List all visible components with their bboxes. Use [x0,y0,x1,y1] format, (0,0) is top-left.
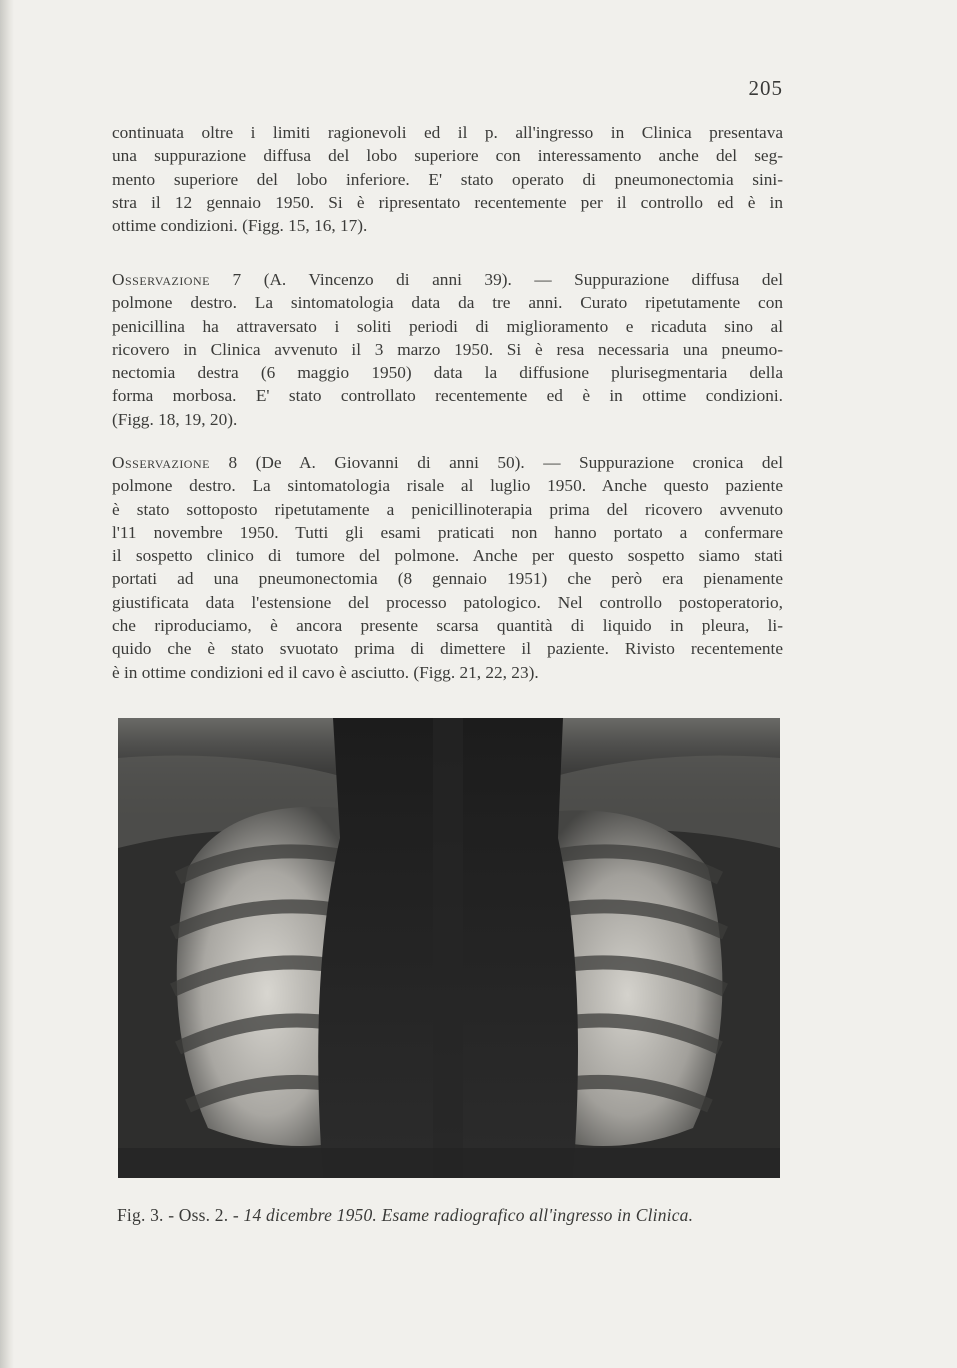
text-line: mento superiore del lobo inferiore. E' stato operato di pneumonectomia sini- [112,169,783,189]
text-line: continuata oltre i limiti ragionevoli ed il p. all'ingresso in Clinica presentava [112,123,783,142]
paragraph-observation-8 [112,451,783,684]
text-line: (Figg. 18, 19, 20). [112,409,238,429]
text-line: il sospetto clinico di tumore del polmone. Anche per questo sospetto siamo stati [112,546,783,566]
text-line-rest: 8 (De A. Giovanni di anni 50). — Suppurazione cronica del [209,453,783,472]
text-line: penicillina ha attraversato i soliti periodi di miglioramento e ricaduta sino al [112,316,783,336]
chest-xray-image [118,718,780,1178]
paragraph-continuation [112,121,783,237]
text-line [112,268,783,291]
text-line: stra il 12 gennaio 1950. Si è ripresentato recentemente per il controllo ed è in [112,192,783,212]
chest-xray-figure [118,718,780,1178]
text-line: ricovero in Clinica avvenuto il 3 marzo 1950. Si è resa necessaria una pneumo- [112,339,783,359]
text-line: nectomia destra (6 maggio 1950) data la diffusione plurisegmentaria della [112,363,783,383]
observation-heading: Osservazione [112,270,210,289]
text-line: portati ad una pneumonectomia (8 gennaio 1951) che però era pienamente [112,569,783,589]
caption-italic: 14 dicembre 1950. Esame radiografico all'ingresso in Clinica. [243,1205,694,1225]
text-line: è stato sottoposto ripetutamente a penicillinoterapia prima del ricovero avvenuto [112,499,783,519]
text-line: polmone destro. La sintomatologia data da tre anni. Curato ripetutamente con [112,293,783,313]
observation-heading: Osservazione [112,453,210,472]
scan-edge-shadow [0,0,14,1368]
text-line: ottime condizioni. (Figg. 15, 16, 17). [112,216,368,236]
text-line [112,451,783,474]
page-number: 205 [748,76,783,100]
text-line: giustificata data l'estensione del processo patologico. Nel controllo postoperatorio, [112,592,783,612]
text-line: l'11 novembre 1950. Tutti gli esami praticati non hanno portato a confermare [112,522,783,542]
text-line: polmone destro. La sintomatologia risale al luglio 1950. Anche questo paziente [112,476,783,496]
text-line: è in ottime condizioni ed il cavo è asciutto. (Figg. 21, 22, 23). [112,662,539,682]
text-line: forma morbosa. E' stato controllato recentemente ed è in ottime condizioni. [112,386,783,406]
text-line-rest: 7 (A. Vincenzo di anni 39). — Suppurazione diffusa del [209,270,783,289]
text-line: quido che è stato svuotato prima di dimettere il paziente. Rivisto recentemente [112,639,783,659]
text-line: che riproduciamo, è ancora presente scarsa quantità di liquido in pleura, li- [112,616,783,636]
figure-caption [117,1205,783,1226]
paragraph-observation-7 [112,268,783,431]
caption-prefix: Fig. 3. - Oss. 2. - [117,1205,244,1225]
text-line: una suppurazione diffusa del lobo superiore con interessamento anche del seg- [112,146,783,166]
